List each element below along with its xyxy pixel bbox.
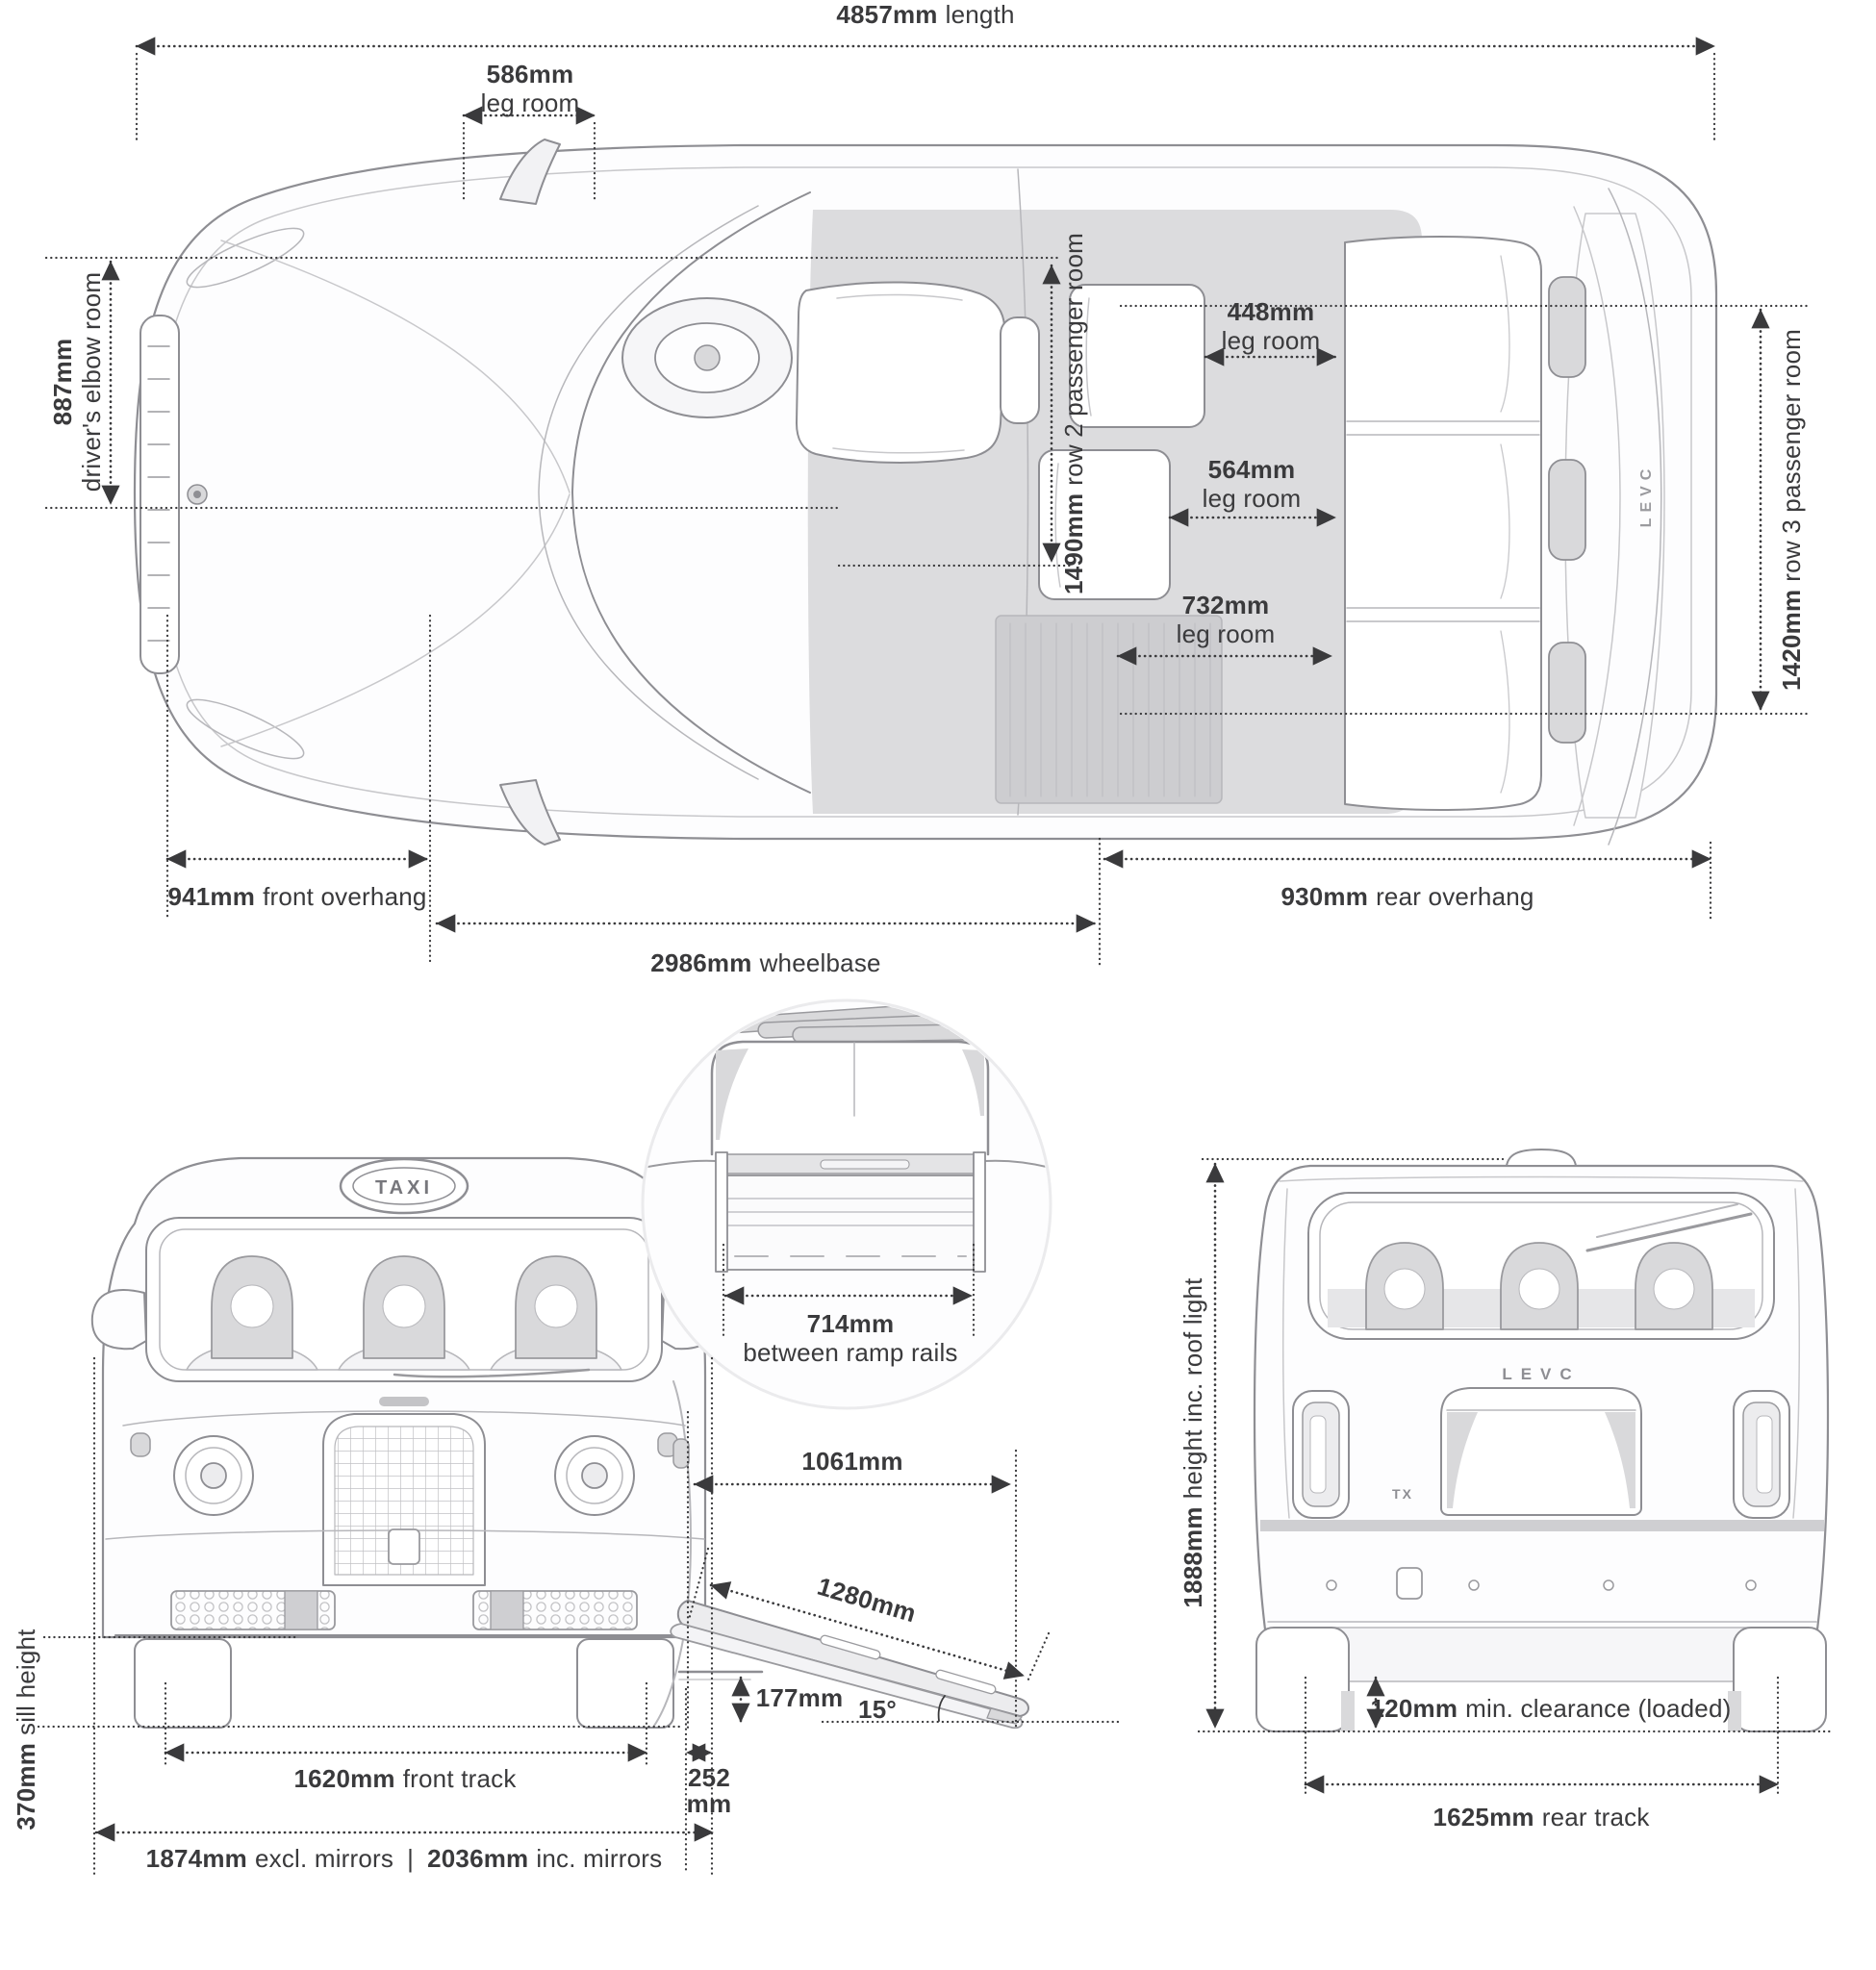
label-leg-448: 448mm leg room [1221,297,1321,355]
label-wheelbase: 2986mm wheelbase [650,948,881,977]
roof-light [1507,1149,1576,1166]
label-elbow-room: 887mm driver's elbow room [48,271,106,492]
label-leg-732: 732mm leg room [1176,591,1276,648]
ramp-rail-left [716,1152,727,1272]
label-row3-room: 1420mmrow 3 passenger room [1777,329,1806,691]
top-view-rear-badge: LEVC [1638,463,1655,528]
label-front-leg-room: 586mm leg room [480,60,580,117]
label-1061: 1061mm [801,1447,903,1476]
label-ramp-rails: 714mm between ramp rails [743,1309,958,1367]
ramp-rail-right [974,1152,985,1272]
label-step-height: 177mm [755,1683,844,1712]
top-view-drawing [135,139,1716,845]
label-width: 1874mm excl. mirrors | 2036mm inc. mirrors [145,1844,663,1873]
label-min-clearance: 120mm min. clearance (loaded) [1370,1694,1732,1723]
driver-seat [797,282,1004,462]
rear-wheel-right [1734,1628,1826,1731]
label-front-overhang: 941mm front overhang [167,882,427,911]
label-rear-overhang: 930mm rear overhang [1280,882,1534,911]
ramp-side-drawing [654,1381,1028,1728]
label-leg-564: 564mm leg room [1202,455,1302,513]
wheelchair-ramp [678,1601,1028,1716]
plate-recess [1441,1388,1641,1515]
rear-view-drawing [1255,1149,1828,1731]
rear-badge-text: LEVC [1502,1365,1581,1383]
label-rear-track: 1625mm rear track [1432,1803,1650,1831]
label-ramp-angle: 15° [858,1695,897,1724]
label-mirror-offset: 252 mm [686,1763,732,1818]
label-row2-room: 1490mmrow 2 passenger room [1059,233,1088,594]
label-ramp-length: 1280mm [814,1571,920,1629]
label-length: 4857mm length [836,0,1015,29]
rear-door-aperture [712,1042,988,1154]
taxi-sign-text: TAXI [374,1177,434,1199]
front-wheel-right [577,1639,673,1728]
label-front-track: 1620mm front track [293,1764,517,1793]
model-badge-text: TX [1392,1486,1413,1502]
rear-wheel-left [1256,1628,1349,1731]
rear-bench [1345,237,1541,810]
bonnet-badge-front [379,1397,429,1406]
front-view-drawing [92,1158,716,1728]
front-wheel-left [135,1639,231,1728]
door-mirror-left [92,1290,146,1349]
label-height: 1888mmheight inc. roof light [1179,1277,1207,1608]
label-sill-height: 370mmsill height [12,1629,40,1831]
